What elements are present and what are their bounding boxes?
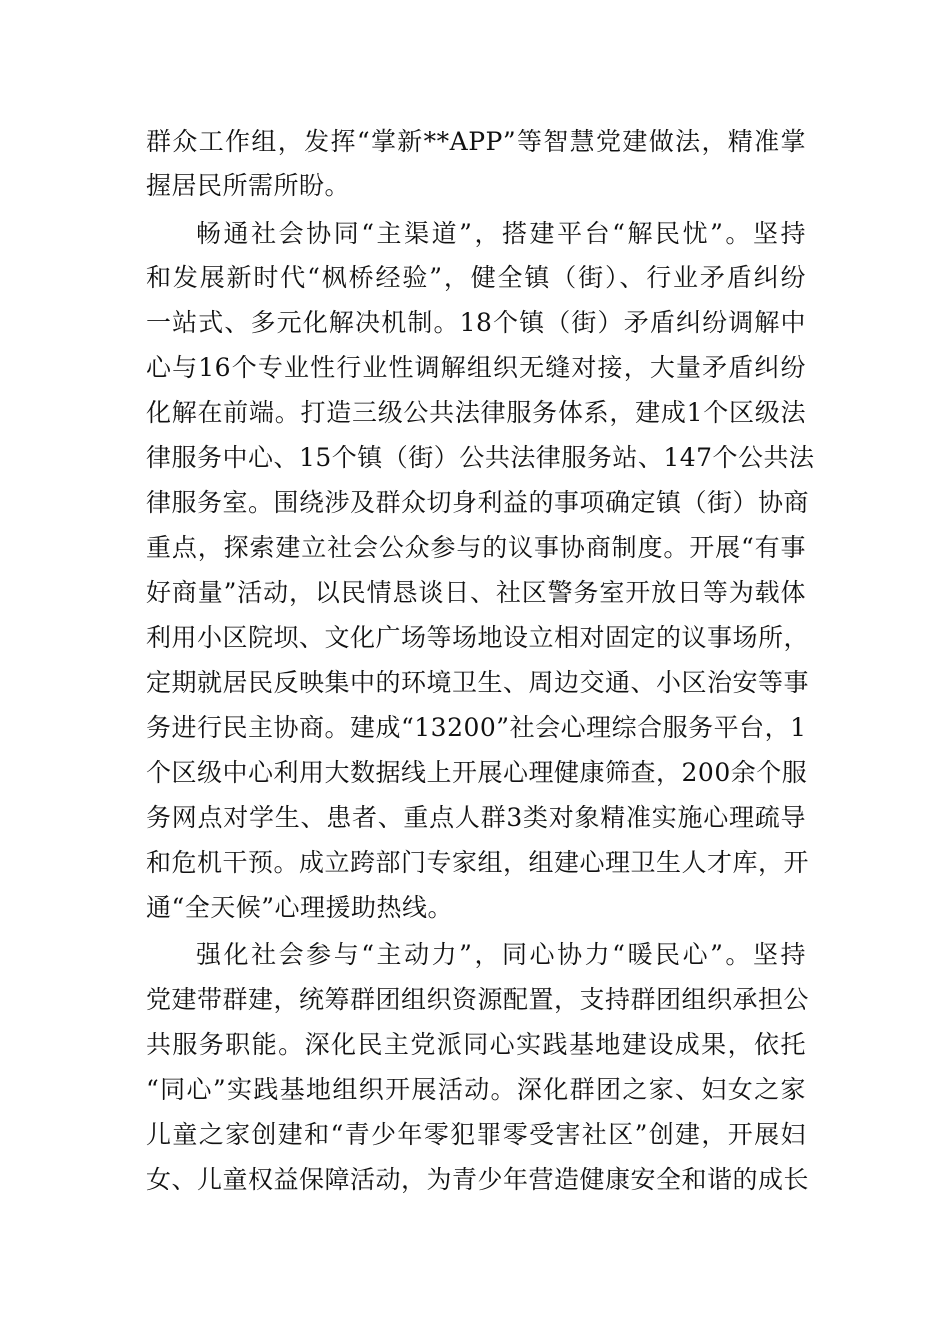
text-line: 握居民所需所盼。 [146, 171, 351, 200]
text-line: 化解在前端。打造三级公共法律服务体系，建成1个区级法 [146, 398, 806, 427]
text-line: 群众工作组，发挥“掌新**APP”等智慧党建做法，精准掌 [146, 127, 806, 156]
text-line: 个区级中心利用大数据线上开展心理健康筛查，200余个服 [146, 758, 808, 787]
text-line: 利用小区院坝、文化广场等场地设立相对固定的议事场所， [146, 623, 810, 652]
text-line: 好商量”活动，以民情恳谈日、社区警务室开放日等为载体 [146, 578, 806, 607]
text-line: 律服务中心、15个镇（街）公共法律服务站、147个公共法 [146, 443, 815, 472]
text-line: 务网点对学生、患者、重点人群3类对象精准实施心理疏导 [146, 803, 806, 832]
text-line: 律服务室。围绕涉及群众切身利益的事项确定镇（街）协商 [146, 488, 810, 517]
text-line: “同心”实践基地组织开展活动。深化群团之家、妇女之家 [146, 1075, 806, 1104]
text-line: 和危机干预。成立跨部门专家组，组建心理卫生人才库，开 [146, 848, 810, 877]
paragraph-start-line: 强化社会参与“主动力”，同心协力“暖民心”。坚持 [196, 940, 806, 969]
text-line: 和发展新时代“枫桥经验”，健全镇（街）、行业矛盾纠纷 [146, 263, 806, 292]
text-line: 一站式、多元化解决机制。18个镇（街）矛盾纠纷调解中 [146, 308, 806, 337]
text-line: 心与16个专业性行业性调解组织无缝对接，大量矛盾纠纷 [146, 353, 806, 382]
text-line: 女、儿童权益保障活动，为青少年营造健康安全和谐的成长 [146, 1165, 810, 1194]
text-line: 重点，探索建立社会公众参与的议事协商制度。开展“有事 [146, 533, 806, 562]
paragraph-start-line: 畅通社会协同“主渠道”，搭建平台“解民忧”。坚持 [196, 219, 806, 248]
text-line: 儿童之家创建和“青少年零犯罪零受害社区”创建，开展妇 [146, 1120, 806, 1149]
text-line: 共服务职能。深化民主党派同心实践基地建设成果，依托 [146, 1030, 806, 1059]
text-line: 务进行民主协商。建成“13200”社会心理综合服务平台，1 [146, 713, 807, 742]
text-line: 通“全天候”心理援助热线。 [146, 893, 454, 922]
text-line: 党建带群建，统筹群团组织资源配置，支持群团组织承担公 [146, 985, 810, 1014]
text-line: 定期就居民反映集中的环境卫生、周边交通、小区治安等事 [146, 668, 810, 697]
